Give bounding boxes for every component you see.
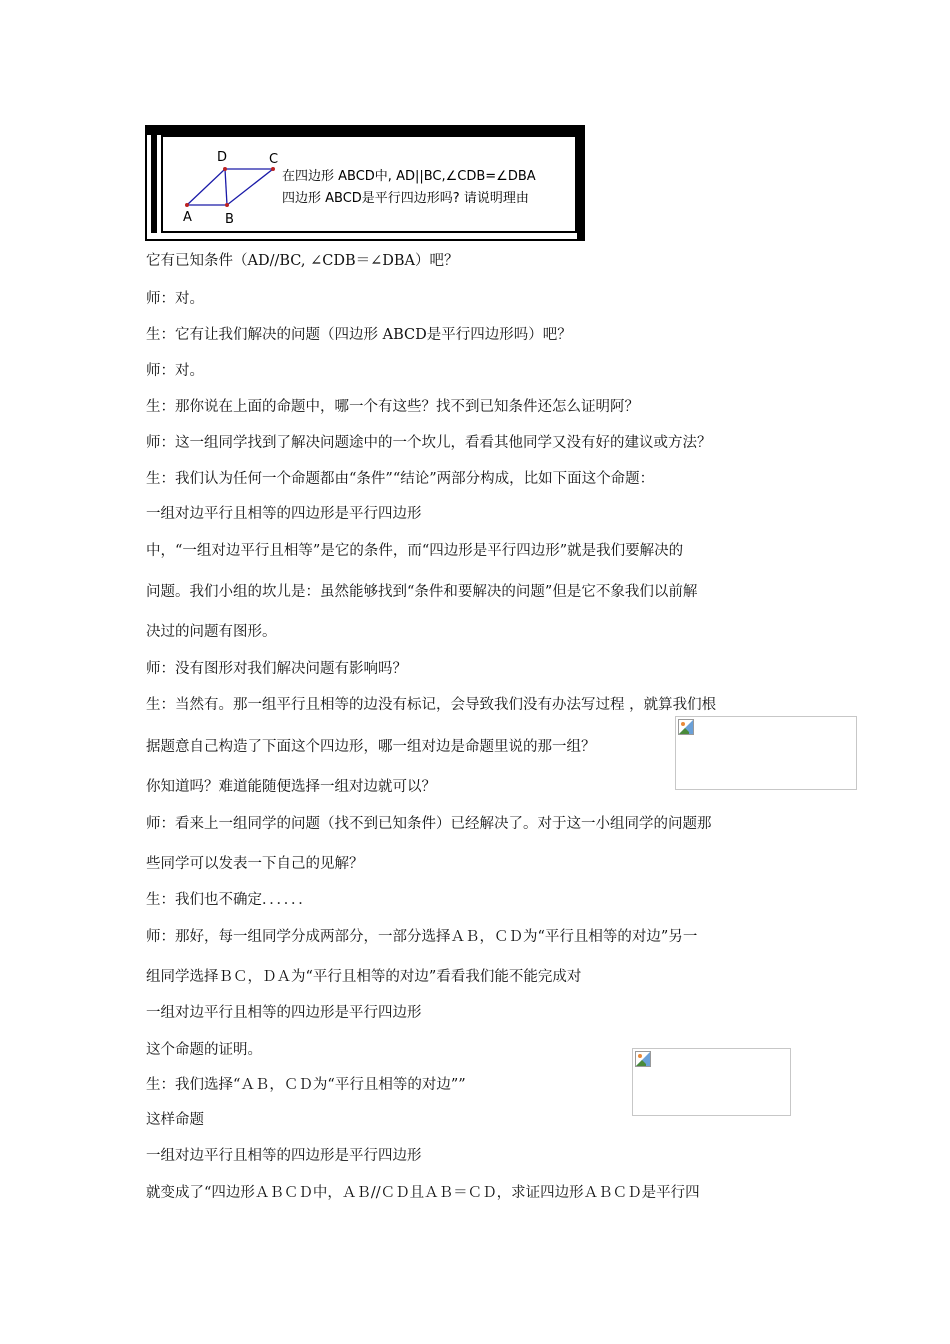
text-line: 生：它有让我们解决的问题（四边形 ABCD是平行四边形吗）吧？ — [146, 327, 572, 343]
text-line: 师：对。 — [146, 363, 204, 379]
broken-image-icon — [635, 1051, 651, 1067]
text-line: 你知道吗？难道能随便选择一组对边就可以？ — [146, 779, 436, 795]
text-line: 这个命题的证明。 — [146, 1042, 262, 1058]
label-c: C — [269, 152, 279, 167]
label-a: A — [183, 210, 192, 225]
figure-problem-line1: 在四边形 ABCD中, AD||BC,∠CDB=∠DBA — [282, 169, 536, 184]
geometry-figure — [145, 125, 585, 241]
image-placeholder-figure-2 — [632, 1048, 791, 1116]
proposition-statement: 一组对边平行且相等的四边形是平行四边形 — [146, 506, 422, 522]
text-line: 师：这一组同学找到了解决问题途中的一个坎儿，看看其他同学又没有好的建议或方法？ — [146, 435, 712, 451]
text-line: 师：对。 — [146, 291, 204, 307]
text-line: 些同学可以发表一下自己的见解？ — [146, 856, 364, 872]
text-line: 师：看来上一组同学的问题（找不到已知条件）已经解决了。对于这一小组同学的问题那 — [146, 816, 712, 832]
text-line: 师：那好，每一组同学分成两部分，一部分选择ＡＢ，ＣＤ为“平行且相等的对边”另一 — [146, 929, 698, 945]
text-line: 据题意自己构造了下面这个四边形，哪一组对边是命题里说的那一组？ — [146, 739, 596, 755]
text-line: 这样命题 — [146, 1112, 204, 1128]
figure-problem-line2: 四边形 ABCD是平行四边形吗? 请说明理由 — [282, 191, 529, 206]
text-line: 生：我们认为任何一个命题都由“条件”“结论”两部分构成，比如下面这个命题： — [146, 471, 655, 487]
text-line: 师：没有图形对我们解决问题有影响吗？ — [146, 661, 407, 677]
text-line: 就变成了“四边形ＡＢＣＤ中，ＡＢ//ＣＤ且ＡＢ＝ＣＤ，求证四边形ＡＢＣＤ是平行四 — [146, 1185, 700, 1201]
text-line: 生：我们选择“ＡＢ，ＣＤ为“平行且相等的对边”” — [146, 1077, 466, 1093]
image-placeholder-quadrilateral — [675, 716, 857, 790]
text-line: 它有已知条件（AD//BC, ∠CDB＝∠DBA）吧？ — [146, 253, 459, 269]
text-line: 中，“一组对边平行且相等”是它的条件，而“四边形是平行四边形”就是我们要解决的 — [146, 543, 684, 559]
text-line: 组同学选择ＢＣ，ＤＡ为“平行且相等的对边”看看我们能不能完成对 — [146, 969, 582, 985]
broken-image-icon — [678, 719, 694, 735]
text-line: 生：我们也不确定．．．．．． — [146, 892, 313, 908]
text-line: 决过的问题有图形。 — [146, 624, 277, 640]
text-line: 生：当然有。那一组平行且相等的边没有标记，会导致我们没有办法写过程 ，就算我们根 — [146, 697, 717, 713]
parallelogram-diagram — [167, 141, 297, 241]
label-b: B — [225, 212, 234, 227]
figure-frame-right — [577, 135, 583, 239]
label-d: D — [217, 150, 228, 165]
figure-frame-left — [151, 135, 157, 233]
figure-frame-top — [147, 127, 583, 135]
proposition-statement: 一组对边平行且相等的四边形是平行四边形 — [146, 1005, 422, 1021]
text-line: 生：那你说在上面的命题中，哪一个有这些？找不到已知条件还怎么证明阿？ — [146, 399, 639, 415]
proposition-statement: 一组对边平行且相等的四边形是平行四边形 — [146, 1148, 422, 1164]
text-line: 问题。我们小组的坎儿是：虽然能够找到“条件和要解决的问题”但是它不象我们以前解 — [146, 584, 698, 600]
